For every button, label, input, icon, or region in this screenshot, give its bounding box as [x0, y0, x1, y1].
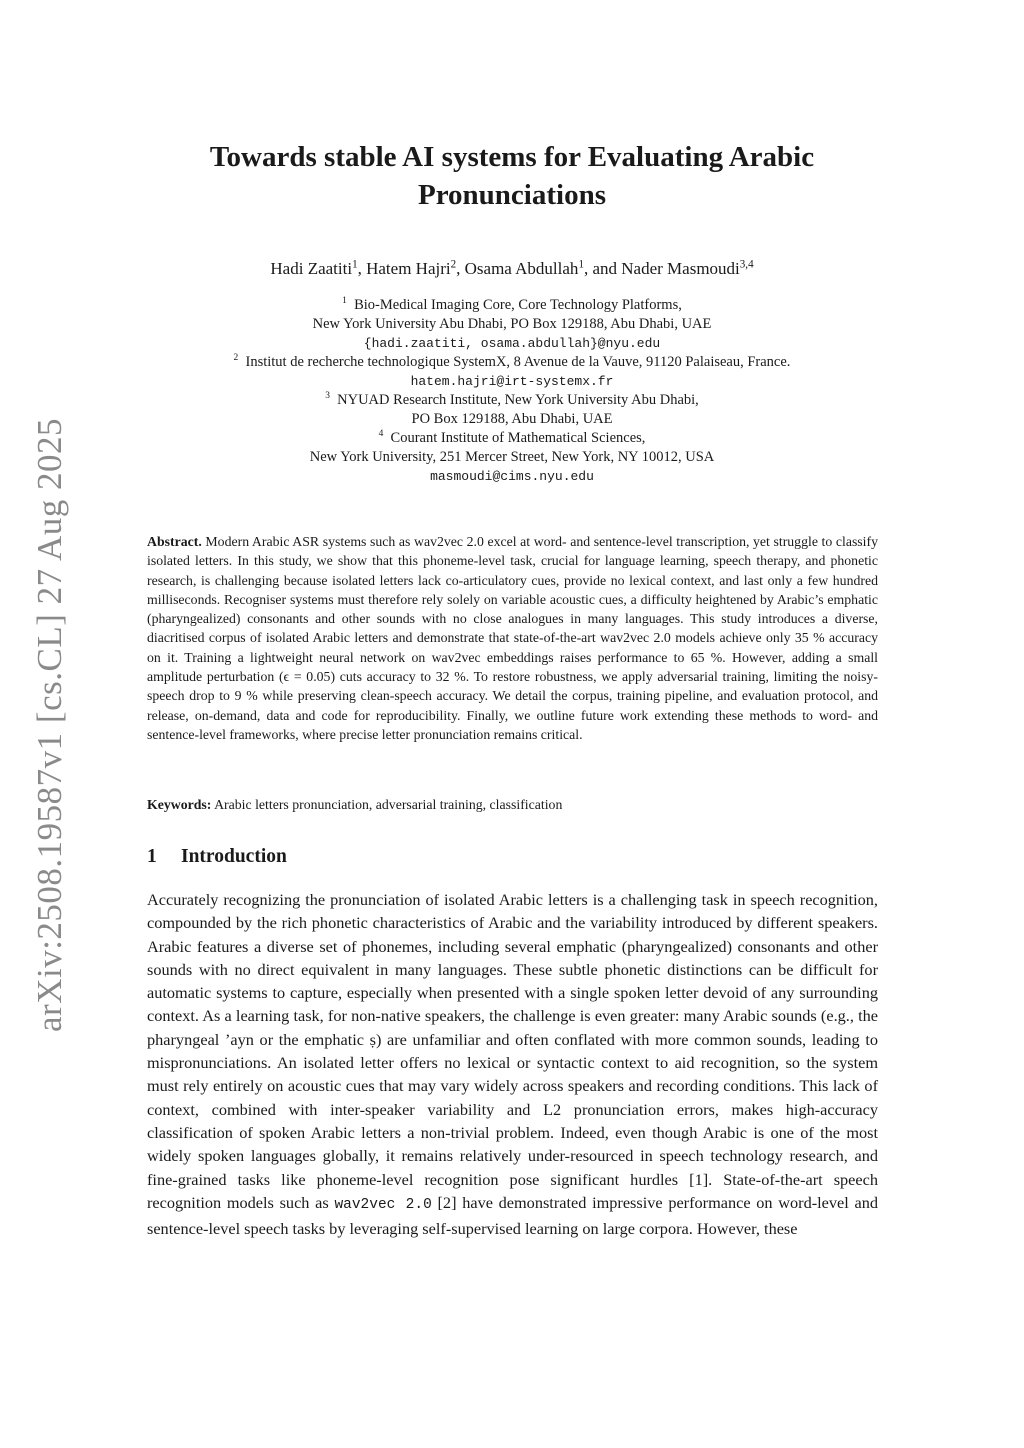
- affiliation-1-address: New York University Abu Dhabi, PO Box 129188, Abu Dhabi, UAE: [312, 316, 712, 332]
- affiliations: [120, 296, 904, 486]
- intro-text-part-1: Accurately recognizing the pronunciation of isolated Arabic letters is a challenging task in speech recognition, compounded by the rich phonetic characteristics of Arabic and the variability introduced by different speakers. Arabic features a diverse set of phonemes, including several emphatic (pharyngealized) consonants and other sounds with no direct equivalent in many languages. These subtle phonetic distinctions can be difficult for automatic systems to capture, especially when presented with a single spoken letter devoid of any surrounding context. As a learning task, for non-native speakers, the challenge is even greater: many Arabic sounds (e.g., the pharyngeal ’ayn or the emphatic ṣ) are unfamiliar and often conflated with more common sounds, leading to mispronunciations. An isolated letter offers no lexical or syntactic context to aid recognition, so the system must rely entirely on acoustic cues that may vary widely across speakers and recording conditions. This lack of context, combined with inter-speaker variability and L2 pronunciation errors, makes high-accuracy classification of spoken Arabic letters a non-trivial problem. Indeed, even though Arabic is one of the most widely spoken languages globally, it remains relatively under-resourced in speech technology research, and fine-grained tasks like phoneme-level recognition pose significant hurdles [1]. State-of-the-art speech recognition models such as: [147, 890, 878, 1212]
- author-affil-mark: 1: [578, 258, 584, 271]
- keywords-label: Keywords:: [147, 797, 212, 812]
- paper-title: [120, 138, 904, 214]
- author-name: Osama Abdullah: [464, 259, 579, 278]
- affiliation-4-address: New York University, 251 Mercer Street, New York, NY 10012, USA: [309, 449, 715, 465]
- introduction-paragraph: [147, 888, 878, 1240]
- abstract: [147, 532, 878, 744]
- arxiv-identifier: arXiv:2508.19587v1 [cs.CL] 27 Aug 2025: [30, 418, 70, 1032]
- affiliation-1: $^1$ Bio-Medical Imaging Core, Core Technology Platforms,: [342, 296, 682, 313]
- author-name: Hatem Hajri: [366, 259, 451, 278]
- affiliation-3: $^3$ NYUAD Research Institute, New York University Abu Dhabi,: [325, 391, 699, 408]
- keywords-text: Arabic letters pronunciation, adversarial training, classification: [214, 797, 563, 812]
- author-conjunction: and: [592, 259, 618, 278]
- intro-text-part-2: [2] have demonstrated impressive performance on word-level and sentence-level speech tasks by leveraging self-supervised learning on large corpora. However, these: [147, 1192, 879, 1239]
- affiliation-4-email[interactable]: masmoudi@cims.nyu.edu: [430, 469, 594, 484]
- intro-code-term: wav2vec 2.0: [334, 1196, 432, 1213]
- affiliation-2-email[interactable]: hatem.hajri@irt-systemx.fr: [410, 374, 614, 389]
- affiliation-3-address: PO Box 129188, Abu Dhabi, UAE: [411, 411, 613, 427]
- abstract-label: Abstract.: [147, 534, 202, 549]
- author-affil-mark: 3,4: [739, 258, 754, 271]
- arxiv-sidebar-stamp: [28, 420, 72, 1030]
- section-heading: [147, 846, 287, 868]
- affiliation-4: $^4$ Courant Institute of Mathematical Sciences,: [378, 429, 646, 446]
- title-line-2: Pronunciations: [417, 179, 606, 211]
- affiliation-1-email[interactable]: {hadi.zaatiti, osama.abdullah}@nyu.edu: [363, 336, 661, 351]
- title-line-1: Towards stable AI systems for Evaluating Arabic: [209, 141, 815, 173]
- section-title: Introduction: [181, 846, 287, 867]
- author-affil-mark: 2: [450, 258, 457, 271]
- author-name: Hadi Zaatiti: [270, 259, 353, 278]
- author-list: Hadi Zaatiti$^1$, Hatem Hajri$^2$, Osama Abdullah$^1$, and Nader Masmoudi$^{3,4}$: [270, 258, 754, 278]
- author-name: Nader Masmoudi: [621, 259, 740, 278]
- section-number: 1: [147, 846, 157, 867]
- author-affil-mark: 1: [352, 258, 358, 271]
- abstract-text: Modern Arabic ASR systems such as wav2vec 2.0 excel at word- and sentence-level transcription, yet struggle to classify isolated letters. In this study, we show that this phoneme-level task, crucial for language learning, speech therapy, and phonetic research, is challenging because isolated letters lack co-articulatory cues, provide no lexical context, and last only a few hundred milliseconds. Recogniser systems must therefore rely solely on variable acoustic cues, a difficulty heightened by Arabic’s emphatic (pharyngealized) consonants and other sounds with no close analogues in many languages. This study introduces a diverse, diacritised corpus of isolated Arabic letters and demonstrate that state-of-the-art wav2vec 2.0 models achieve only 35 % accuracy on it. Training a lightweight neural network on wav2vec embeddings raises performance to 65 %. However, adding a small amplitude perturbation (ϵ = 0.05) cuts accuracy to 32 %. To restore robustness, we apply adversarial training, limiting the noisy-speech drop to 9 % while preserving clean-speech accuracy. We detail the corpus, training pipeline, and evaluation protocol, and release, on-demand, data and code for reproducibility. Finally, we outline future work extending these methods to word- and sentence-level frameworks, where precise letter pronunciation remains critical.: [147, 534, 879, 742]
- affiliation-2: $^2$ Institut de recherche technologique SystemX, 8 Avenue de la Vauve, 91120 Palaiseau, France.: [233, 353, 791, 370]
- keywords: [147, 795, 878, 814]
